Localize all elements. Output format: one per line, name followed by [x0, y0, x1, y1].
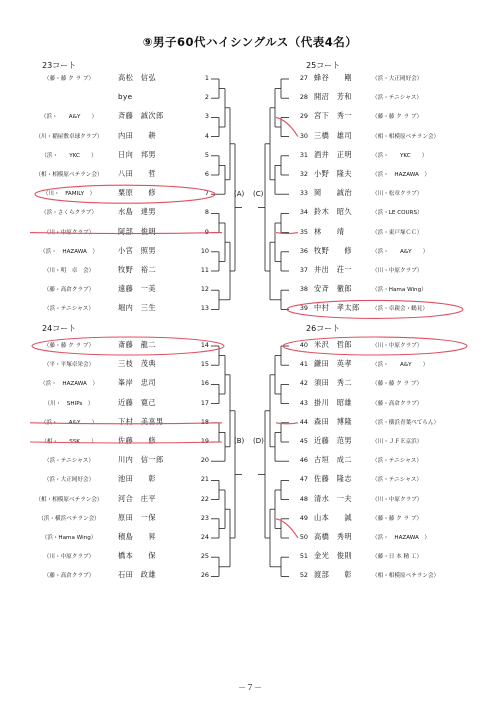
player-club: （浜・テニシャス）: [372, 477, 423, 484]
player-club: （川・中原クラブ）: [372, 496, 423, 503]
player-name: 山本 誠: [314, 512, 352, 522]
player-club: （藤・高倉クラブ）: [43, 573, 95, 580]
player-name: 清水 一夫: [314, 493, 352, 503]
player-name: 森田 博隆: [314, 416, 352, 426]
player-club: （浜・Hama Wing）: [41, 535, 97, 541]
draw-number: 6: [204, 170, 209, 178]
player-club: （相・相模原ベテラン会）: [372, 133, 440, 140]
player-club: （浜・東戸塚ＣＣ）: [372, 229, 423, 236]
winner-circle: [287, 300, 463, 318]
winner-circle: [283, 337, 467, 355]
player-name: 水島 達男: [118, 207, 156, 217]
player-name: 高橋 秀明: [314, 532, 352, 541]
draw-number: 23: [200, 513, 209, 522]
player-club: （浜・横浜ベテラン会）: [38, 515, 100, 522]
winner-circle: [32, 337, 224, 355]
player-club: （浜・ HAZAWA ）: [40, 381, 98, 388]
player-name: 中村 孝太郎: [314, 303, 360, 313]
player-name: 斎藤 龍二: [118, 340, 156, 349]
player-name: 下村 美喜男: [118, 416, 164, 426]
draw-number: 7: [204, 189, 209, 198]
draw-number: 13: [200, 304, 209, 313]
player-club: （藤・藤 ク ラ ブ）: [372, 381, 423, 388]
player-club: （相・相模原ベテラン会）: [35, 496, 103, 503]
player-name: 原田 一保: [118, 512, 156, 522]
group-label-a: (A): [234, 190, 245, 198]
player-name: 川内 信一郎: [118, 455, 164, 465]
player-name: 井出 荘一: [314, 265, 352, 274]
player-club: （川・ SHIPs ）: [44, 400, 94, 407]
player-name: 佐藤 修: [118, 436, 156, 445]
player-club: （浜・ A&Y ）: [40, 114, 98, 121]
player-name: 橋本 保: [118, 551, 156, 561]
player-club: （川・松章クラブ）: [372, 191, 423, 198]
court-24-label: 24コート: [42, 324, 77, 333]
draw-number: 41: [299, 360, 308, 369]
player-club: （藤・日 本 精 工）: [372, 554, 423, 561]
player-name: 牧野 裕二: [118, 265, 156, 274]
player-name: 遠藤 一美: [118, 284, 156, 294]
page-number: －７－: [238, 683, 262, 692]
player-club: （浜・さくらクラブ）: [41, 210, 97, 217]
player-club: （藤・藤 ク ラ ブ）: [372, 515, 423, 522]
player-club: （浜・ A&Y ）: [372, 248, 429, 255]
player-club: （藤・藤 ク ラ ブ）: [43, 343, 95, 349]
draw-number: 47: [299, 475, 308, 484]
player-name: 宮下 秀一: [314, 111, 352, 121]
player-club: （浜・テニシャス）: [43, 458, 94, 465]
player-club: （川・中原クラブ）: [43, 554, 95, 561]
group-label-c: (C): [253, 190, 264, 198]
draw-number: 15: [200, 360, 209, 369]
player-name: 近藤 范男: [314, 436, 352, 445]
player-name: 蜂谷 剛: [314, 73, 352, 82]
draw-number: 34: [299, 208, 308, 217]
player-name: 八田 哲: [118, 169, 156, 178]
draw-number: 12: [200, 285, 209, 294]
player-club: （浜・卓親会・鶴見）: [372, 306, 428, 313]
draw-number: 20: [200, 456, 209, 465]
player-name: 安斉 徹郎: [314, 284, 352, 294]
draw-number: 30: [299, 131, 308, 140]
player-club: （相・相模原ベテラン会）: [372, 573, 440, 580]
player-name: 河合 庄平: [118, 493, 156, 503]
draw-number: 38: [299, 285, 308, 294]
draw-number: 11: [200, 266, 209, 274]
draw-number: 1: [204, 74, 209, 82]
player-club: （川・ＪＦＥ京浜）: [372, 439, 423, 445]
player-club: （川・ FAMILY ）: [42, 191, 96, 198]
winner-underline: [30, 233, 222, 234]
court-25-label: 25コート: [306, 61, 341, 70]
draw-number: 22: [200, 494, 209, 503]
player-name: bye: [118, 92, 133, 102]
draw-number: 26: [200, 571, 209, 580]
draw-number: 8: [204, 208, 209, 217]
player-name: 小宮 照男: [118, 245, 156, 255]
player-club: （川・中原クラブ）: [372, 268, 423, 274]
draw-number: 10: [200, 246, 209, 255]
draw-number: 43: [299, 398, 308, 407]
player-club: （浜・ HAZAWA ）: [40, 248, 98, 255]
player-name: 斉藤 誠次郎: [118, 111, 164, 121]
player-name: 須田 秀二: [314, 378, 352, 388]
draw-number: 5: [204, 150, 209, 159]
player-club: （浜・大正岡好会）: [372, 76, 423, 82]
player-name: 積島 昇: [118, 532, 156, 541]
player-club: （川・中原クラブ）: [43, 229, 95, 236]
player-name: 阿部 俊明: [118, 226, 156, 236]
player-name: 小野 隆夫: [314, 169, 352, 178]
draw-number: 16: [200, 379, 209, 388]
player-name: 鎌田 英孝: [314, 359, 352, 369]
player-name: 石田 政雄: [118, 570, 156, 580]
player-name: 近藤 寛己: [118, 397, 156, 407]
draw-number: 50: [299, 533, 308, 541]
draw-number: 24: [200, 533, 209, 541]
player-club: （浜・ HAZAWA ）: [372, 172, 430, 178]
draw-number: 42: [299, 379, 308, 388]
draw-number: 36: [299, 246, 308, 255]
draw-number: 4: [204, 131, 209, 140]
draw-number: 14: [200, 341, 209, 349]
draw-number: 3: [204, 112, 209, 121]
player-name: 酒井 正明: [314, 149, 352, 159]
player-club: （浜・ A&Y ）: [372, 362, 429, 369]
player-club: （浜・テニシャス）: [372, 95, 423, 102]
draw-number: 49: [299, 513, 308, 522]
player-name: 堀内 三生: [118, 303, 156, 313]
player-name: 牧野 修: [314, 245, 352, 255]
draw-number: 46: [299, 456, 308, 465]
page-title: ⑨男子60代ハイシングルス（代表4名）: [142, 35, 358, 49]
draw-number: 51: [299, 552, 308, 561]
player-club: （藤・高倉クラブ）: [372, 400, 423, 407]
court-26-label: 26コート: [306, 324, 341, 333]
player-club: （相・ SSK ）: [41, 439, 97, 445]
draw-number: 9: [204, 227, 209, 236]
player-club: （川・稲屋敷卓球クラブ）: [35, 133, 103, 140]
winner-circle: [35, 185, 215, 203]
court-23-label: 23コート: [42, 61, 77, 70]
draw-number: 2: [204, 93, 209, 102]
player-club: （浜・大正岡好会）: [43, 477, 95, 484]
player-name: 日向 邦男: [118, 149, 156, 159]
player-club: （藤・高倉クラブ）: [43, 287, 95, 294]
player-name: 古垣 成二: [314, 455, 352, 465]
draw-number: 25: [200, 552, 209, 561]
draw-number: 31: [299, 150, 308, 159]
player-name: 池田 彰: [118, 474, 156, 484]
draw-number: 37: [299, 266, 308, 274]
draw-number: 45: [299, 437, 308, 445]
player-club: （浜・テニシャス）: [372, 458, 423, 465]
player-name: 内田 耕: [118, 130, 156, 140]
player-name: 佐藤 隆志: [314, 474, 352, 484]
player-club: （川・中原クラブ）: [372, 343, 423, 349]
draw-number: 48: [299, 494, 308, 503]
player-club: （浜・ YKC ）: [372, 152, 428, 159]
draw-number: 32: [299, 170, 308, 178]
player-name: 三橋 雄司: [314, 130, 352, 140]
player-name: 米沢 哲郎: [314, 340, 352, 349]
player-club: （浜・Hama Wing）: [372, 287, 427, 294]
player-club: （浜・LE COURS）: [372, 210, 423, 217]
draw-number: 52: [299, 571, 308, 580]
draw-number: 40: [299, 341, 308, 349]
draw-number: 33: [299, 189, 308, 198]
draw-number: 19: [200, 437, 209, 445]
draw-number: 29: [299, 112, 308, 121]
player-club: （浜・横浜青葉ぺてらん）: [372, 419, 440, 426]
player-name: 林 靖: [314, 226, 345, 236]
draw-number: 35: [299, 227, 308, 236]
player-club: （浜・ YKC ）: [41, 152, 97, 159]
draw-number: 39: [299, 304, 308, 313]
draw-number: 17: [200, 398, 209, 407]
group-label-b: (B): [234, 437, 245, 445]
draw-number: 28: [299, 93, 308, 102]
winner-underline: [30, 423, 222, 424]
player-club: （浜・テニシャス）: [43, 306, 94, 313]
player-name: 渡部 彰: [314, 570, 352, 580]
draw-number: 27: [299, 74, 308, 82]
player-name: 鈴木 昭久: [314, 207, 352, 217]
player-club: （川・明 卓 会）: [43, 268, 95, 274]
player-name: 掛川 昭雄: [314, 397, 352, 407]
player-name: 開沼 芳和: [314, 92, 352, 102]
group-label-d: (D): [253, 437, 264, 445]
draw-number: 44: [299, 417, 308, 426]
player-club: （浜・ HAZAWA ）: [372, 535, 430, 541]
player-club: （藤・藤 ク ラ ブ）: [372, 114, 423, 121]
player-club: （平・平塚卓栄会）: [43, 362, 95, 369]
draw-number: 21: [200, 475, 209, 484]
winner-underline: [30, 442, 222, 443]
player-name: 高松 信弘: [118, 73, 156, 82]
player-club: （相・相模原ベテラン会）: [35, 172, 103, 178]
player-name: 金光 俊則: [314, 551, 352, 561]
player-club: （藤・藤 ク ラ ブ）: [43, 76, 95, 82]
draw-number: 18: [200, 417, 209, 426]
player-name: 峯岸 忠司: [118, 378, 156, 388]
player-name: 粟原 修: [118, 188, 156, 198]
player-name: 岡 誠治: [314, 188, 352, 198]
player-name: 三枝 茂典: [118, 359, 156, 369]
player-club: （浜・ A&Y ）: [40, 419, 98, 426]
